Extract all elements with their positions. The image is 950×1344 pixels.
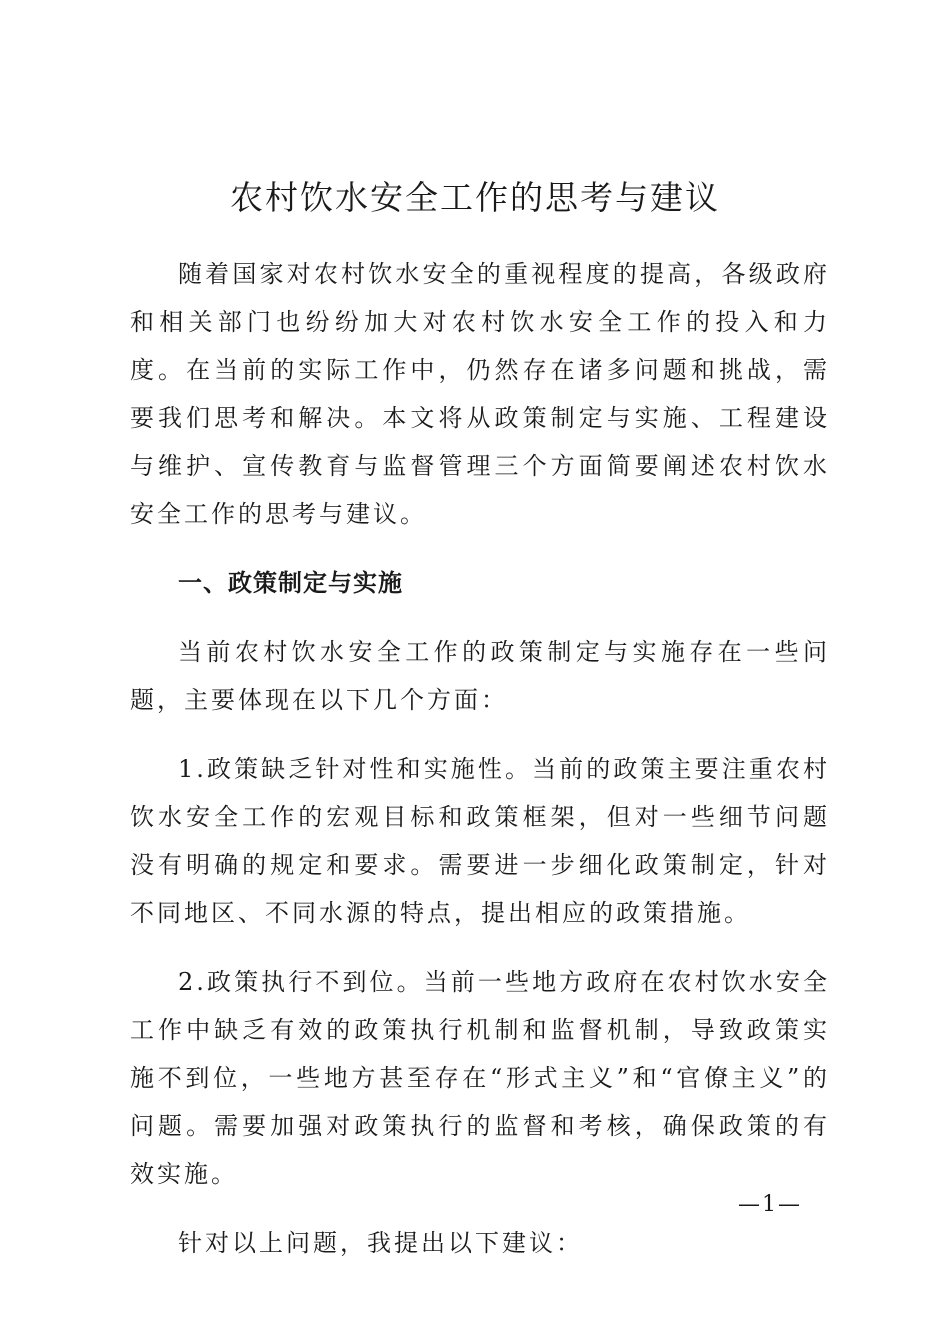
document-title: 农村饮水安全工作的思考与建议 — [230, 178, 720, 217]
page-number: —1— — [738, 1192, 802, 1217]
policy-problems-paragraph: 当前农村饮水安全工作的政策制定与实施存在一些问题，主要体现在以下几个方面： — [130, 638, 830, 714]
section-heading-policy: 一、政策制定与实施 — [178, 569, 403, 597]
suggestions-intro-paragraph: 针对以上问题，我提出以下建议： — [178, 1229, 583, 1257]
intro-paragraph: 随着国家对农村饮水安全的重视程度的提高，各级政府和相关部门也纷纷加大对农村饮水安全工作的投入和力度。在当前的实际工作中，仍然存在诸多问题和挑战，需要我们思考和解决。本文将从政策制定与实施、工程建设与维护、宣传教育与监督管理三个方面简要阐述农村饮水安全工作的思考与建议。 — [130, 260, 830, 528]
policy-point-1-paragraph: 1.政策缺乏针对性和实施性。当前的政策主要注重农村饮水安全工作的宏观目标和政策框架，但对一些细节问题没有明确的规定和要求。需要进一步细化政策制定，针对不同地区、不同水源的特点，提出相应的政策措施。 — [130, 755, 830, 927]
document-body — [130, 250, 830, 1267]
policy-point-2-paragraph: 2.政策执行不到位。当前一些地方政府在农村饮水安全工作中缺乏有效的政策执行机制和监督机制，导致政策实施不到位，一些地方甚至存在“形式主义”和“官僚主义”的问题。需要加强对政策执行的监督和考核，确保政策的有效实施。 — [130, 968, 830, 1188]
